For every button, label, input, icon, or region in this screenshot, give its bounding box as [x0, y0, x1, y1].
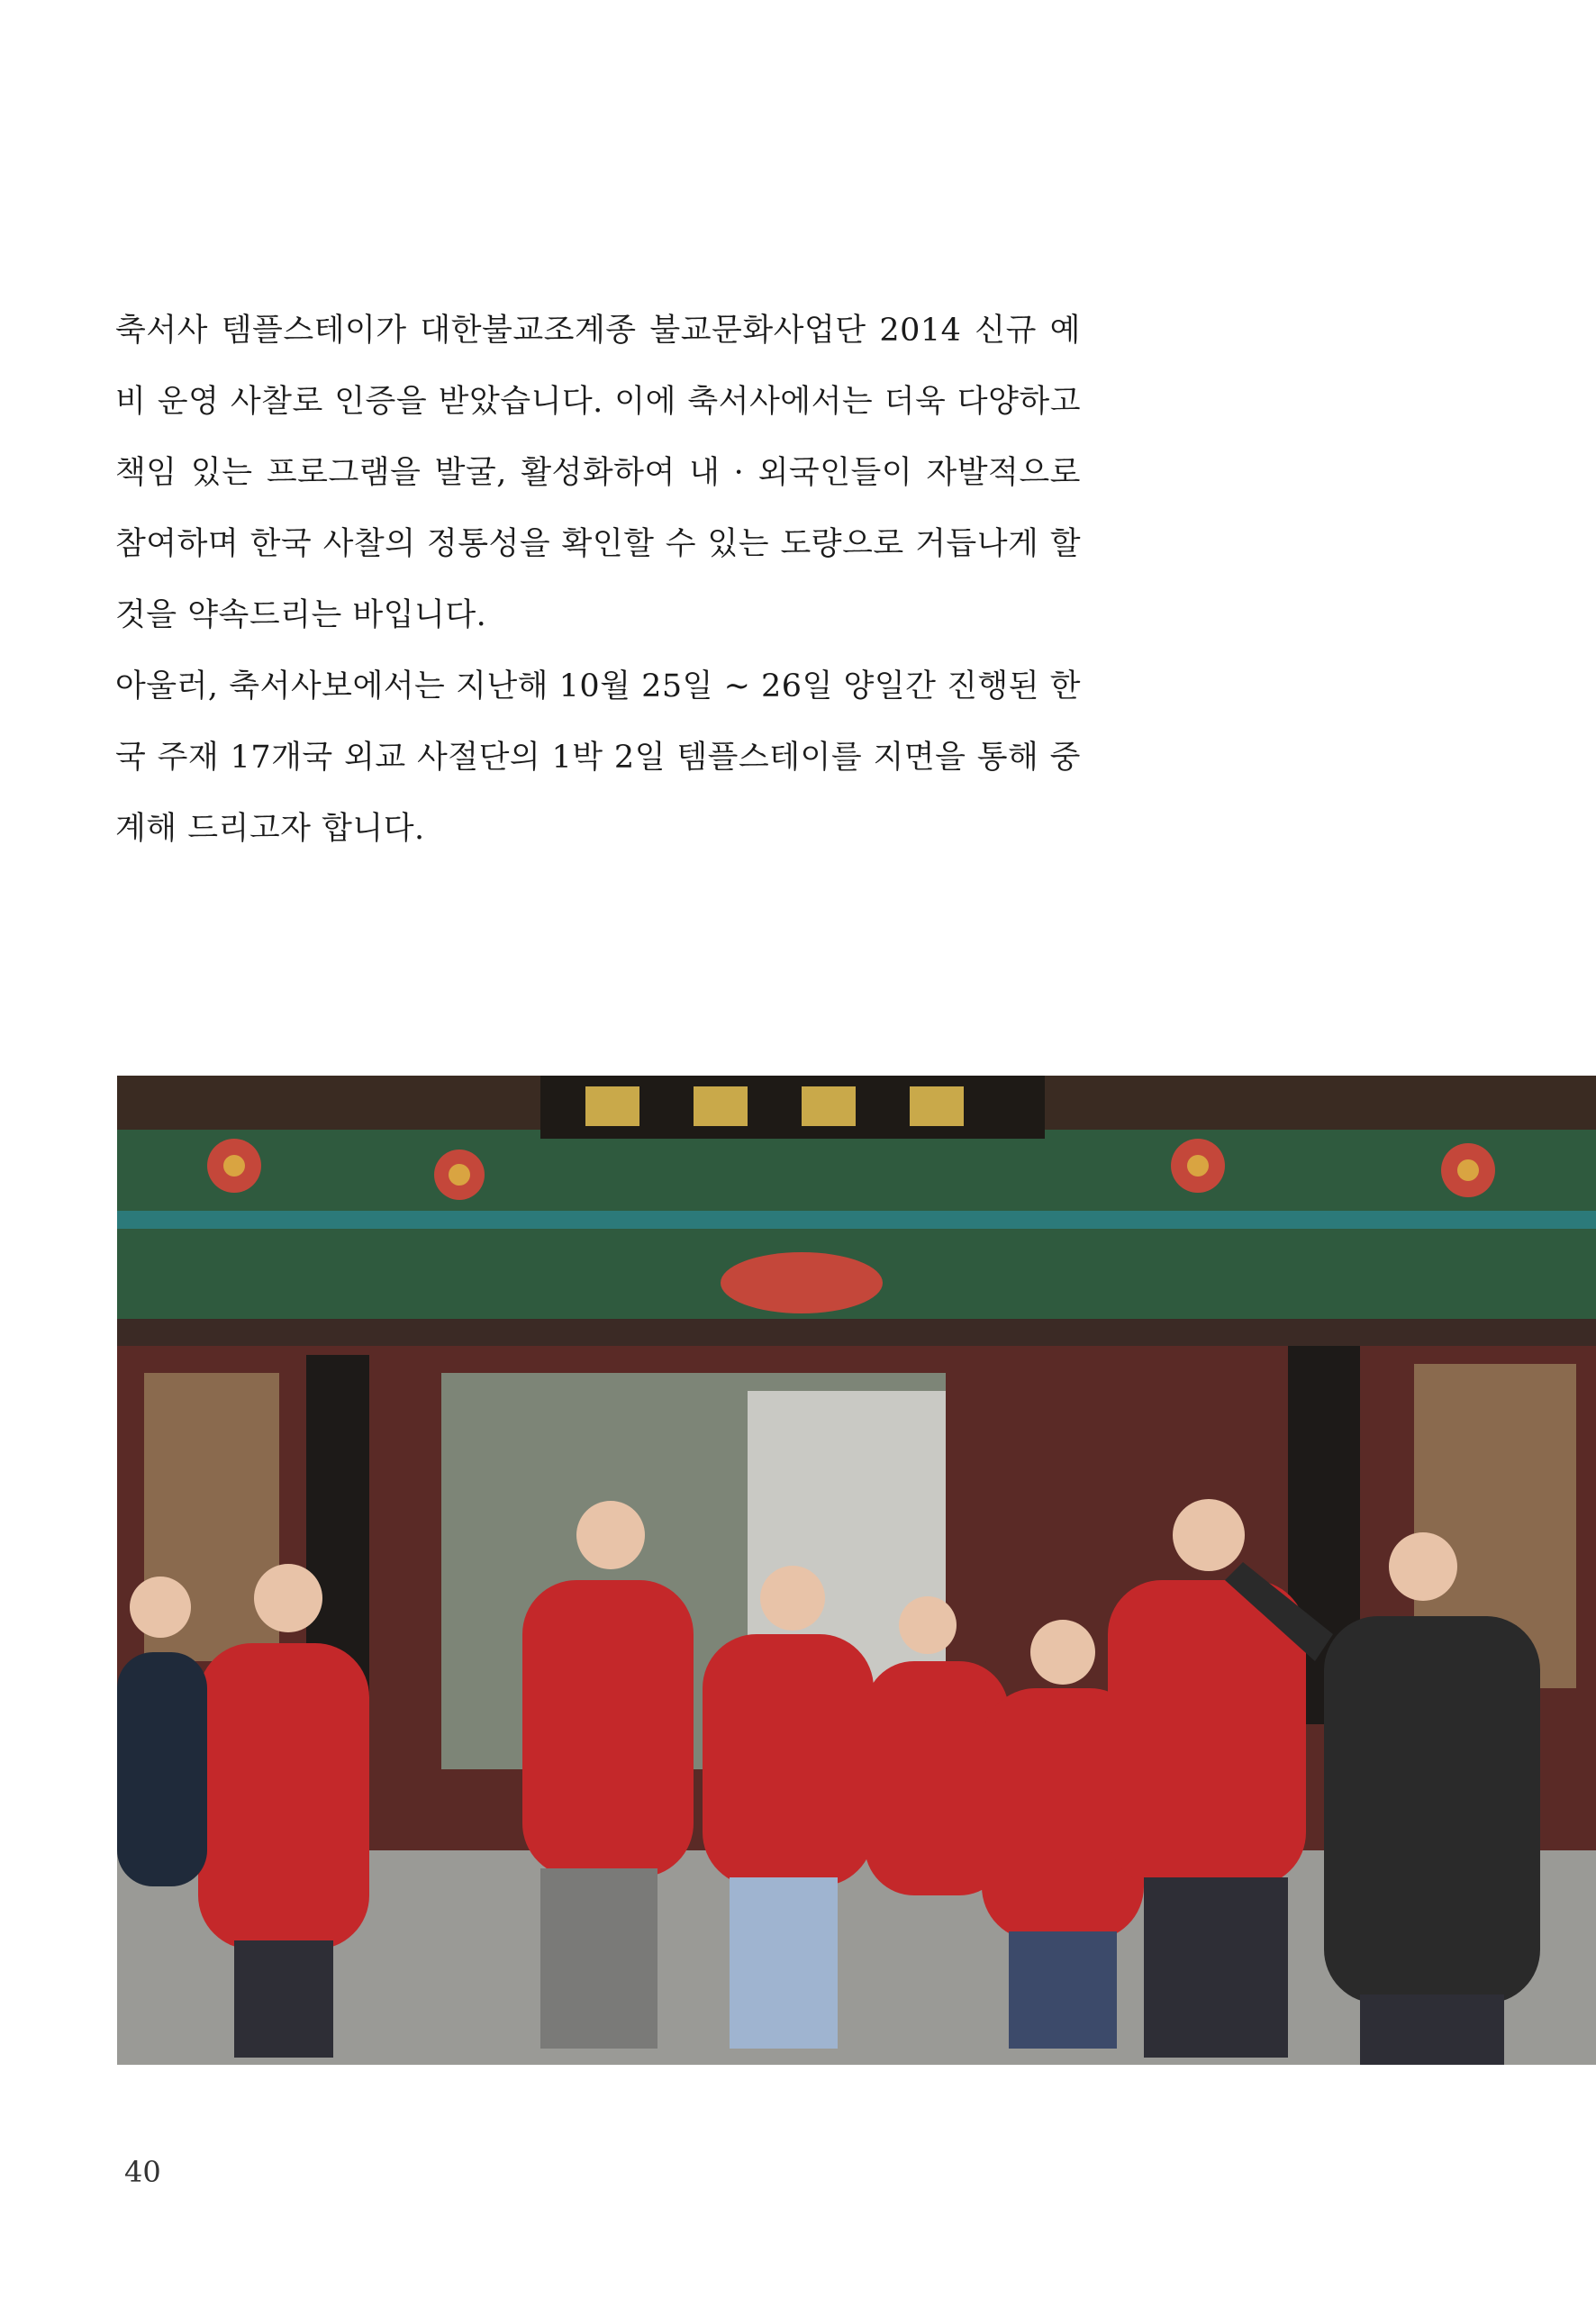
- page-number: 40: [124, 2155, 161, 2189]
- paragraph-2: 아울러, 축서사보에서는 지난해 10월 25일 ~ 26일 양일간 진행된 한국 주재 17개국 외교 사절단의 1박 2일 템플스테이를 지면을 통해 중계해 드리고자 합니다.: [115, 668, 1081, 847]
- article-body: [115, 295, 1081, 865]
- temple-stay-photo: [117, 1076, 1596, 2065]
- paragraph-1: 축서사 템플스테이가 대한불교조계종 불교문화사업단 2014 신규 예비 운영 사찰로 인증을 받았습니다. 이에 축서사에서는 더욱 다양하고 책임 있는 프로그램을 발굴, 활성화하여 내 · 외국인들이 자발적으로 참여하며 한국 사찰의 정통성을 확인할 수 있는 도량으로 거듭나게 할 것을 약속드리는 바입니다.: [115, 313, 1081, 633]
- photo-illustration: [117, 1076, 1596, 2065]
